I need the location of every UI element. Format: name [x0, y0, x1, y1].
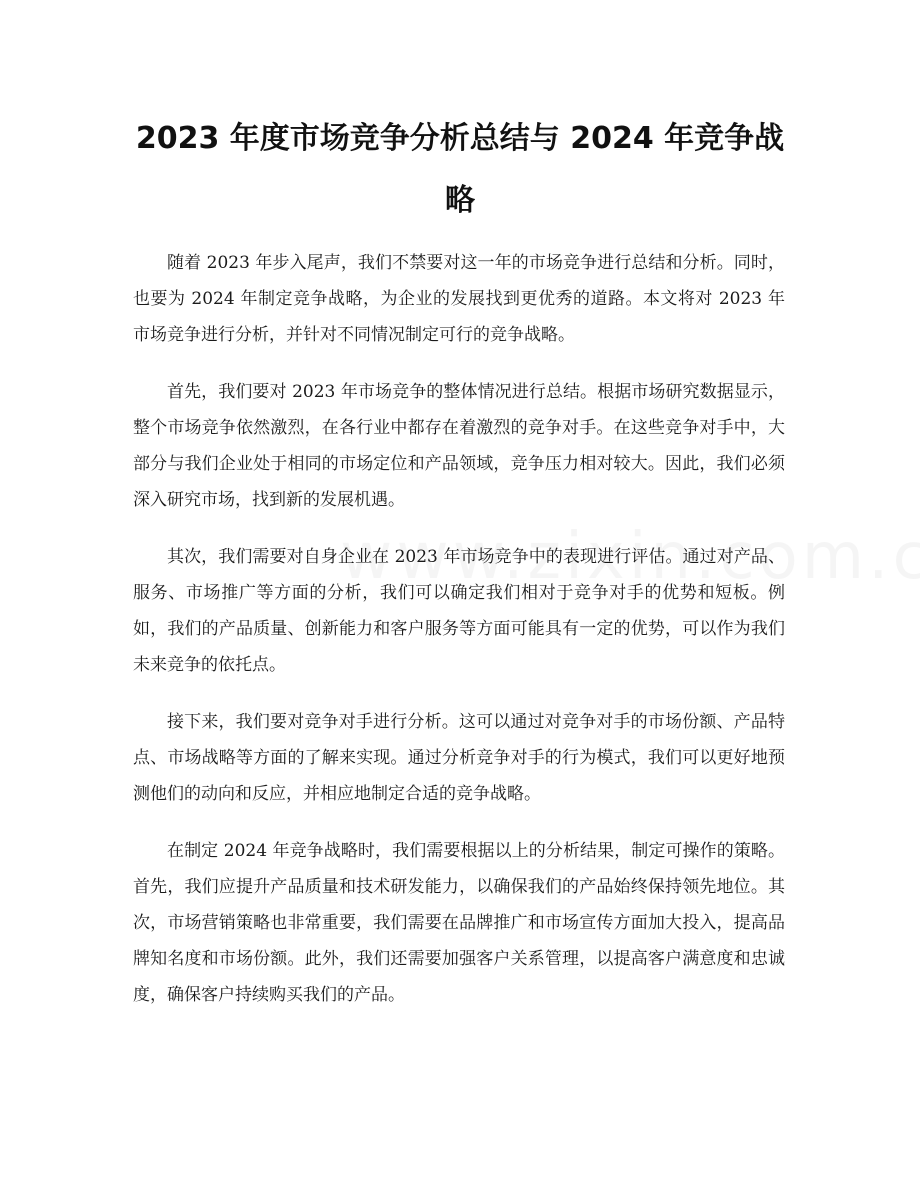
paragraph-strategy-2024: 在制定 2024 年竞争战略时，我们需要根据以上的分析结果，制定可操作的策略。首先，我们应提升产品质量和技术研发能力，以确保我们的产品始终保持领先地位。其次，市场营销策略也非常重要，我们需要在品牌推广和市场宣传方面加大投入，提高品牌知名度和市场份额。此外，我们还需要加强客户关系管理，以提高客户满意度和忠诚度，确保客户持续购买我们的产品。 — [133, 841, 785, 1005]
paragraph-competitor-analysis: 接下来，我们要对竞争对手进行分析。这可以通过对竞争对手的市场份额、产品特点、市场战略等方面的了解来实现。通过分析竞争对手的行为模式，我们可以更好地预测他们的动向和反应，并相应地制定合适的竞争战略。 — [133, 712, 785, 804]
document-body — [133, 245, 785, 1034]
paragraph-market-summary: 首先，我们要对 2023 年市场竞争的整体情况进行总结。根据市场研究数据显示，整个市场竞争依然激烈，在各行业中都存在着激烈的竞争对手。在这些竞争对手中，大部分与我们企业处于相同的市场定位和产品领域，竞争压力相对较大。因此，我们必须深入研究市场，找到新的发展机遇。 — [133, 382, 785, 510]
paragraph-intro: 随着 2023 年步入尾声，我们不禁要对这一年的市场竞争进行总结和分析。同时，也要为 2024 年制定竞争战略，为企业的发展找到更优秀的道路。本文将对 2023 年市场竞争进行分析，并针对不同情况制定可行的竞争战略。 — [133, 253, 785, 345]
document-title: 2023 年度市场竞争分析总结与 2024 年竞争战略 — [135, 121, 785, 218]
paragraph-self-evaluation: 其次，我们需要对自身企业在 2023 年市场竞争中的表现进行评估。通过对产品、服务、市场推广等方面的分析，我们可以确定我们相对于竞争对手的优势和短板。例如，我们的产品质量、创新能力和客户服务等方面可能具有一定的优势，可以作为我们未来竞争的依托点。 — [133, 547, 785, 675]
